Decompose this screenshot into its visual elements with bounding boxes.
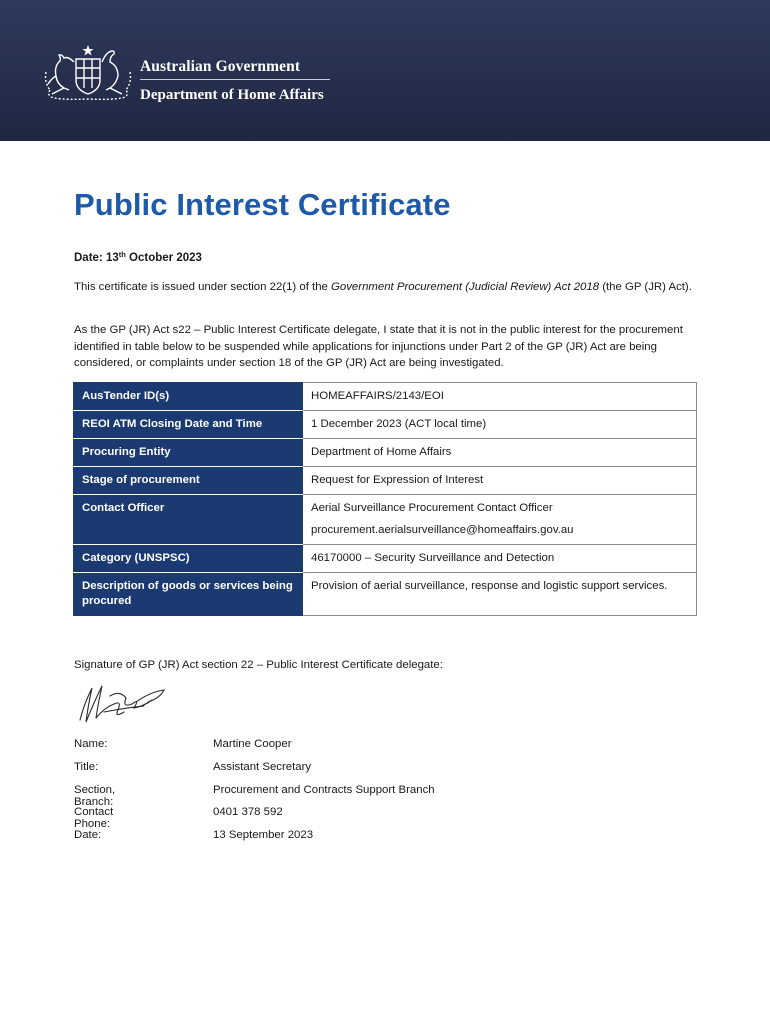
name-value: Martine Cooper xyxy=(213,738,292,750)
contact-officer-name: Aerial Surveillance Procurement Contact Officer xyxy=(311,502,553,514)
row-label-contact-officer: Contact Officer xyxy=(74,495,303,545)
row-label-category: Category (UNSPSC) xyxy=(74,545,303,573)
procurement-table xyxy=(73,382,697,616)
date-rest: October 2023 xyxy=(125,252,202,264)
row-value-contact-officer xyxy=(303,495,697,545)
row-value-austender-id: HOMEAFFAIRS/2143/EOI xyxy=(303,383,697,411)
government-name: Australian Government xyxy=(140,58,301,75)
table-row xyxy=(74,573,697,616)
row-label-austender-id: AusTender ID(s) xyxy=(74,383,303,411)
name-label: Name: xyxy=(74,738,108,750)
title-label: Title: xyxy=(74,760,99,773)
title-value: Assistant Secretary xyxy=(213,760,312,773)
row-value-procuring-entity: Department of Home Affairs xyxy=(303,439,697,467)
row-label-procuring-entity: Procuring Entity xyxy=(74,439,303,467)
table-row xyxy=(74,495,697,545)
issue-text: This certificate is issued under section 22(1) of the xyxy=(74,281,332,293)
row-label-description: Description of goods or services being procured xyxy=(74,573,303,616)
delegate-statement: As the GP (JR) Act s22 – Public Interest Certificate delegate, I state that it is not in the public interest for the procurement identified in table below to be suspended while applications for injunctions under Part 2 of the GP (JR) Act are being considered, or complaints under section 18 of the GP (JR) Act are being investigated. xyxy=(74,324,683,369)
date-suffix: th xyxy=(118,250,126,259)
contact-email: procurement.aerialsurveillance@homeaffairs.gov.au xyxy=(311,524,574,536)
table-row xyxy=(74,467,697,495)
row-value-category: 46170000 – Security Surveillance and Detection xyxy=(303,545,697,573)
page-title: Public Interest Certificate xyxy=(74,187,451,222)
section-branch-value: Procurement and Contracts Support Branch xyxy=(213,783,435,796)
table-row xyxy=(74,383,697,411)
row-label-closing-date: REOI ATM Closing Date and Time xyxy=(74,411,303,439)
table-row xyxy=(74,545,697,573)
table-row xyxy=(74,439,697,467)
signed-date-label: Date: xyxy=(74,829,102,842)
row-value-description: Provision of aerial surveillance, response and logistic support services. xyxy=(303,573,697,616)
table-row xyxy=(74,411,697,439)
date-day: 13 xyxy=(105,252,119,264)
header-banner xyxy=(0,0,770,141)
row-value-closing-date: 1 December 2023 (ACT local time) xyxy=(303,411,697,439)
certificate-date xyxy=(74,250,202,264)
signature-label: Signature of GP (JR) Act section 22 – Public Interest Certificate delegate: xyxy=(74,659,443,671)
date-label: Date: xyxy=(74,252,106,264)
issue-paragraph xyxy=(74,279,700,296)
row-label-stage: Stage of procurement xyxy=(74,467,303,495)
act-title: Government Procurement (Judicial Review) Act 2018 xyxy=(331,281,600,293)
coat-of-arms-icon xyxy=(42,42,134,104)
row-value-stage: Request for Expression of Interest xyxy=(303,467,697,495)
section-branch-label: Section, Branch: xyxy=(74,783,116,808)
contact-phone-value: 0401 378 592 xyxy=(213,806,283,819)
header-divider xyxy=(140,79,330,80)
signed-date-value: 13 September 2023 xyxy=(213,829,314,842)
department-name: Department of Home Affairs xyxy=(140,87,324,103)
handwritten-signature xyxy=(74,678,174,726)
issue-text-end: (the GP (JR) Act). xyxy=(599,281,692,293)
contact-phone-label: Contact Phone: xyxy=(74,806,114,831)
